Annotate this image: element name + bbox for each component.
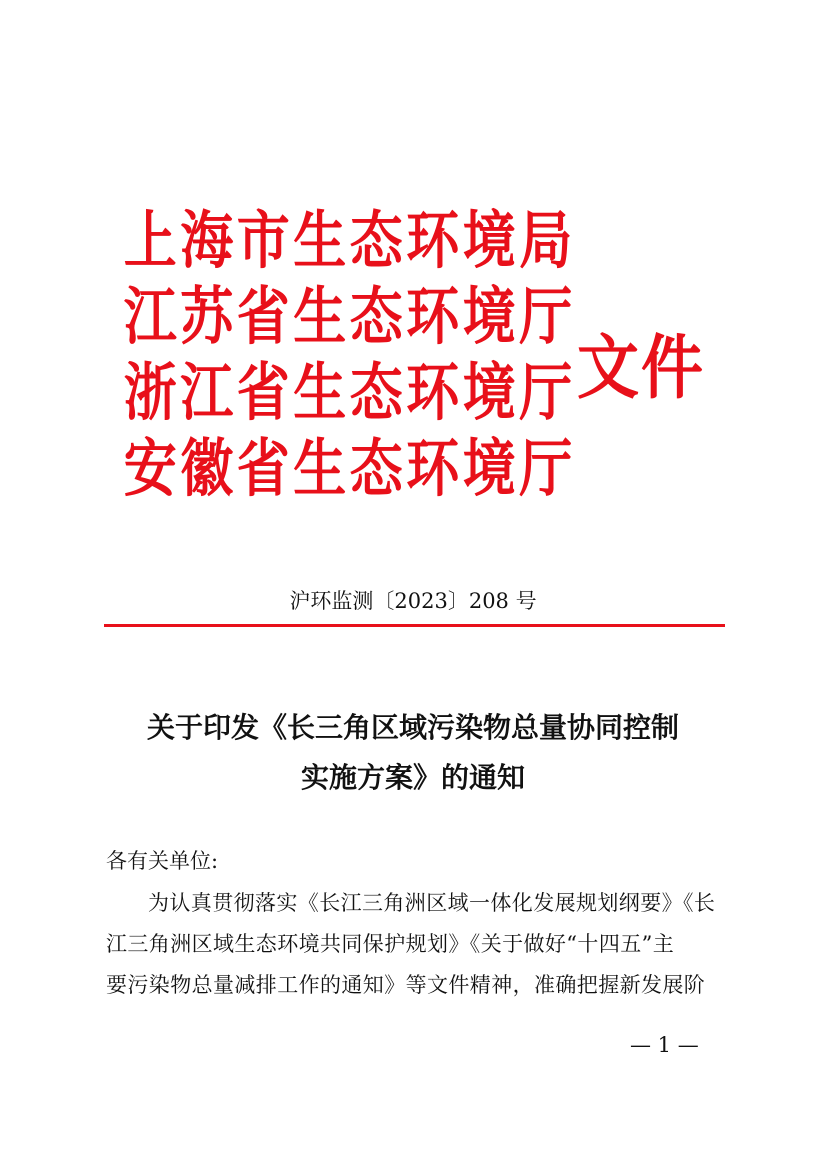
agency-name-char: 省 xyxy=(236,281,290,354)
title-line-1: 关于印发《长三角区域污染物总量协同控制 xyxy=(146,711,679,744)
agency-name-char: 生 xyxy=(293,281,347,354)
agency-name-char: 环 xyxy=(406,433,460,506)
red-divider-line xyxy=(104,624,725,627)
agency-name-char: 态 xyxy=(349,281,403,354)
agency-name-char: 安 xyxy=(123,433,177,506)
document-type-label: 文件 xyxy=(577,326,706,409)
agency-name-char: 省 xyxy=(236,433,290,506)
agency-name-char: 境 xyxy=(462,357,516,430)
agency-name-char: 生 xyxy=(293,357,347,430)
body-line-1: 为认真贯彻落实《长江三角洲区域一体化发展规划纲要》《长 xyxy=(148,891,716,915)
agency-name-char: 省 xyxy=(236,357,290,430)
agency-name-shanghai xyxy=(122,206,574,278)
agency-name-char: 环 xyxy=(406,205,460,278)
agency-name-char: 态 xyxy=(349,433,403,506)
page-number: — 1 — xyxy=(630,1033,699,1057)
agency-name-char: 浙 xyxy=(123,357,177,430)
agency-name-jiangsu xyxy=(122,282,574,354)
document-title xyxy=(100,703,726,803)
body-line-3: 要污染物总量减排工作的通知》等文件精神，准确把握新发展阶 xyxy=(106,973,706,997)
agency-name-anhui xyxy=(122,434,574,506)
agency-name-char: 上 xyxy=(123,205,177,278)
document-number: 沪环监测〔2023〕208 号 xyxy=(289,589,537,613)
agency-name-char: 苏 xyxy=(180,281,234,354)
agency-name-zhejiang xyxy=(122,358,574,430)
salutation: 各有关单位: xyxy=(106,849,219,873)
agency-name-char: 环 xyxy=(406,281,460,354)
body-line-2: 江三角洲区域生态环境共同保护规划》《关于做好“十四五”主 xyxy=(106,932,675,956)
agency-name-char: 徽 xyxy=(180,433,234,506)
agency-name-char: 市 xyxy=(236,205,290,278)
agency-name-char: 江 xyxy=(180,357,234,430)
title-line-2: 实施方案》的通知 xyxy=(300,761,525,794)
body-paragraph xyxy=(106,883,724,1006)
agency-name-char: 生 xyxy=(293,205,347,278)
agency-name-char: 局 xyxy=(519,205,573,278)
agency-name-char: 厅 xyxy=(519,357,573,430)
agency-name-char: 态 xyxy=(349,205,403,278)
agency-name-char: 海 xyxy=(180,205,234,278)
agency-name-char: 环 xyxy=(406,357,460,430)
agency-name-char: 江 xyxy=(123,281,177,354)
agency-name-char: 境 xyxy=(462,281,516,354)
agency-name-char: 境 xyxy=(462,205,516,278)
agency-name-char: 生 xyxy=(293,433,347,506)
agency-name-char: 厅 xyxy=(519,433,573,506)
agency-name-char: 境 xyxy=(462,433,516,506)
agency-name-char: 态 xyxy=(349,357,403,430)
agency-name-char: 厅 xyxy=(519,281,573,354)
